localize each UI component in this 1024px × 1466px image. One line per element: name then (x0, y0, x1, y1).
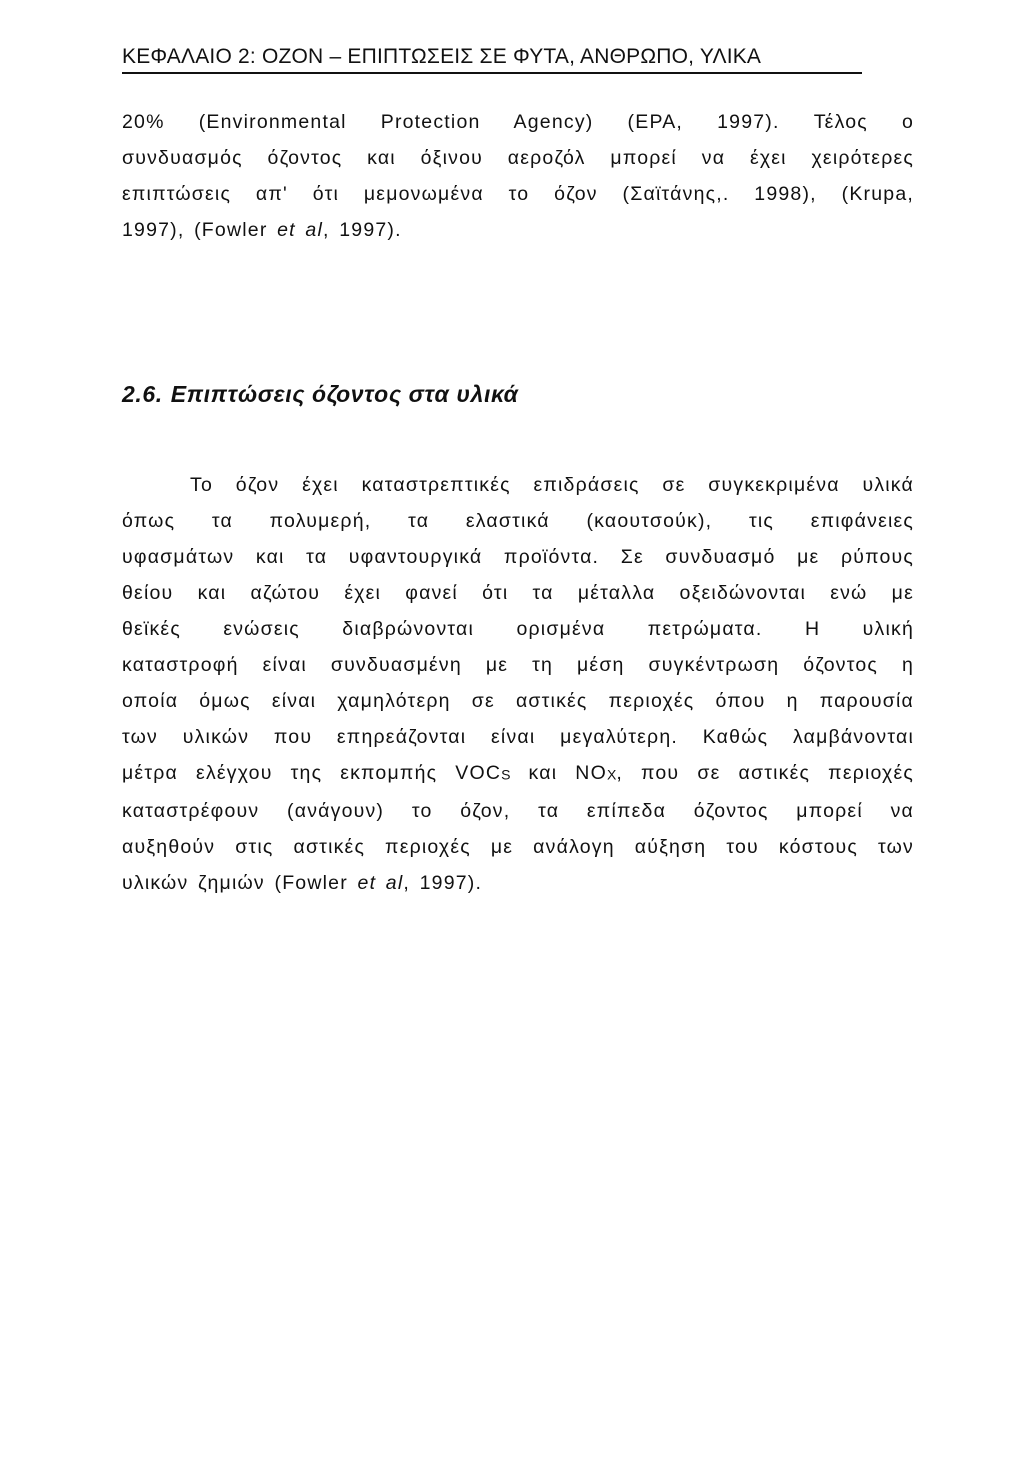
section-heading (122, 378, 519, 410)
paragraph-line: καταστροφή είναι συνδυασμένη με τη μέση συγκέντρωση όζοντος η (122, 654, 914, 676)
section-title: Επιπτώσεις όζοντος στα υλικά (170, 381, 519, 407)
paragraph-line: των υλικών που επηρεάζονται είναι μεγαλύτερη. Καθώς λαμβάνονται (122, 726, 914, 748)
continued-paragraph (122, 104, 914, 248)
paragraph-line (122, 212, 914, 248)
running-header (122, 44, 862, 74)
citation-italic: et al (357, 871, 404, 894)
paragraph-line: καταστρέφουν (ανάγουν) το όζον, τα επίπεδα όζοντος μπορεί να (122, 799, 914, 822)
subscript: S (501, 766, 511, 783)
paragraph-line: 20% (Environmental Protection Agency) (EPA, 1997). Τέλος ο (122, 111, 914, 133)
paragraph-line: θεϊκές ενώσεις διαβρώνονται ορισμένα πετρώματα. Η υλική (122, 618, 914, 640)
paragraph-line: όπως τα πολυμερή, τα ελαστικά (καουτσούκ), τις επιφάνειες (122, 510, 914, 532)
section-number: 2.6. (122, 381, 163, 407)
paragraph-line: οποία όμως είναι χαμηλότερη σε αστικές περιοχές όπου η παρουσία (122, 690, 914, 712)
citation-italic: et al (277, 219, 323, 241)
line-text: υλικών ζημιών (Fowler (122, 871, 358, 894)
paragraph-line: επιπτώσεις απ' ότι μεμονωμένα το όζον (Σαϊτάνης,. 1998), (Krupa, (122, 183, 914, 205)
line-text: μέτρα ελέγχου της εκπομπής VOC (122, 762, 502, 784)
line-text: , που σε αστικές περιοχές (616, 762, 914, 784)
line-text: , 1997). (323, 219, 402, 241)
paragraph-line (122, 865, 914, 901)
line-text: και NO (510, 762, 607, 784)
paragraph-line: Το όζον έχει καταστρεπτικές επιδράσεις σε συγκεκριμένα υλικά (190, 474, 914, 496)
line-text: , 1997). (403, 871, 483, 894)
paragraph-line: θείου και αζώτου έχει φανεί ότι τα μέταλλα οξειδώνονται ενώ με (122, 582, 914, 604)
paragraph-line: συνδυασμός όζοντος και όξινου αεροζόλ μπορεί να έχει χειρότερες (122, 147, 914, 169)
body-paragraph (122, 467, 914, 901)
running-header-title: ΚΕΦΑΛΑΙΟ 2: ΟΖΟΝ – ΕΠΙΠΤΩΣΕΙΣ ΣΕ ΦΥΤΑ, ΑΝΘΡΩΠΟ, ΥΛΙΚΑ (122, 45, 762, 68)
paragraph-line: αυξηθούν στις αστικές περιοχές με ανάλογη αύξηση του κόστους των (122, 835, 914, 858)
paragraph-line: υφασμάτων και τα υφαντουργικά προϊόντα. Σε συνδυασμό με ρύπους (122, 546, 914, 568)
line-text: 1997), (Fowler (122, 219, 278, 241)
subscript: X (606, 766, 617, 783)
paragraph-line (122, 755, 914, 793)
